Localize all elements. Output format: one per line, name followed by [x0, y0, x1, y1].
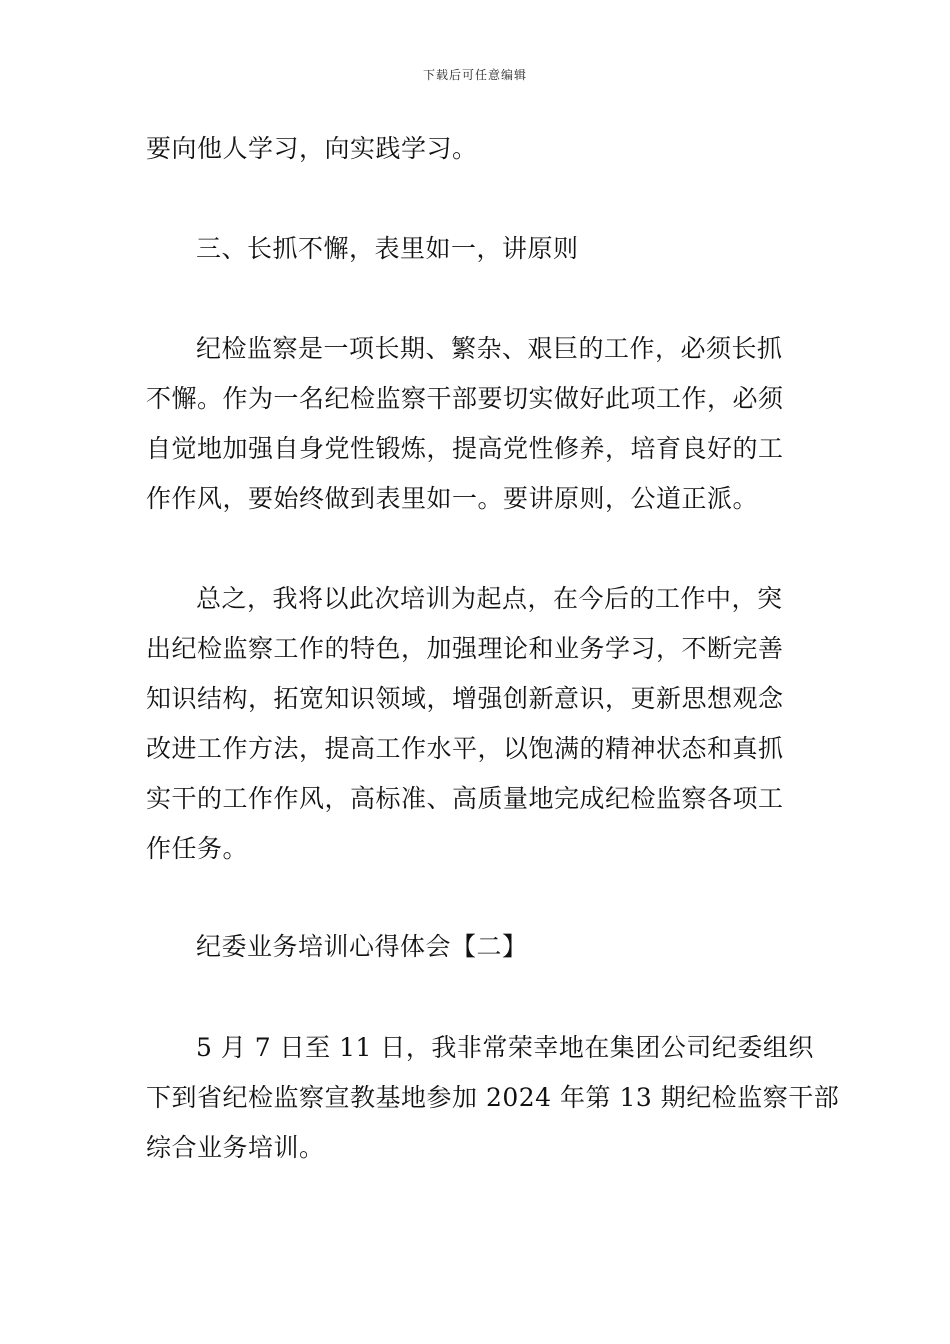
body-line: 作作风，要始终做到表里如一。要讲原则，公道正派。 [146, 484, 759, 513]
body-line: 改进工作方法，提高工作水平，以饱满的精神状态和真抓 [146, 734, 784, 763]
body-line: 作任务。 [146, 834, 249, 863]
page-header: 下载后可任意编辑 [422, 68, 527, 82]
body-line: 要向他人学习，向实践学习。 [146, 134, 478, 163]
body-line: 自觉地加强自身党性锻炼，提高党性修养，培育良好的工 [146, 434, 784, 463]
section-heading: 三、长抓不懈，表里如一，讲原则 [196, 234, 579, 263]
article-title: 纪委业务培训心得体会【二】 [196, 932, 528, 961]
body-line: 纪检监察是一项长期、繁杂、艰巨的工作，必须长抓 [196, 334, 783, 363]
body-line: 出纪检监察工作的特色，加强理论和业务学习，不断完善 [146, 634, 784, 663]
body-line: 综合业务培训。 [146, 1133, 325, 1162]
body-line: 5 月 7 日至 11 日，我非常荣幸地在集团公司纪委组织 [196, 1033, 814, 1062]
body-line: 知识结构，拓宽知识领域，增强创新意识，更新思想观念 [146, 684, 784, 713]
body-line: 总之，我将以此次培训为起点，在今后的工作中，突 [196, 584, 783, 613]
body-line: 下到省纪检监察宣教基地参加 2024 年第 13 期纪检监察干部 [146, 1083, 840, 1112]
body-line: 实干的工作作风，高标准、高质量地完成纪检监察各项工 [146, 784, 784, 813]
body-line: 不懈。作为一名纪检监察干部要切实做好此项工作，必须 [146, 384, 784, 413]
